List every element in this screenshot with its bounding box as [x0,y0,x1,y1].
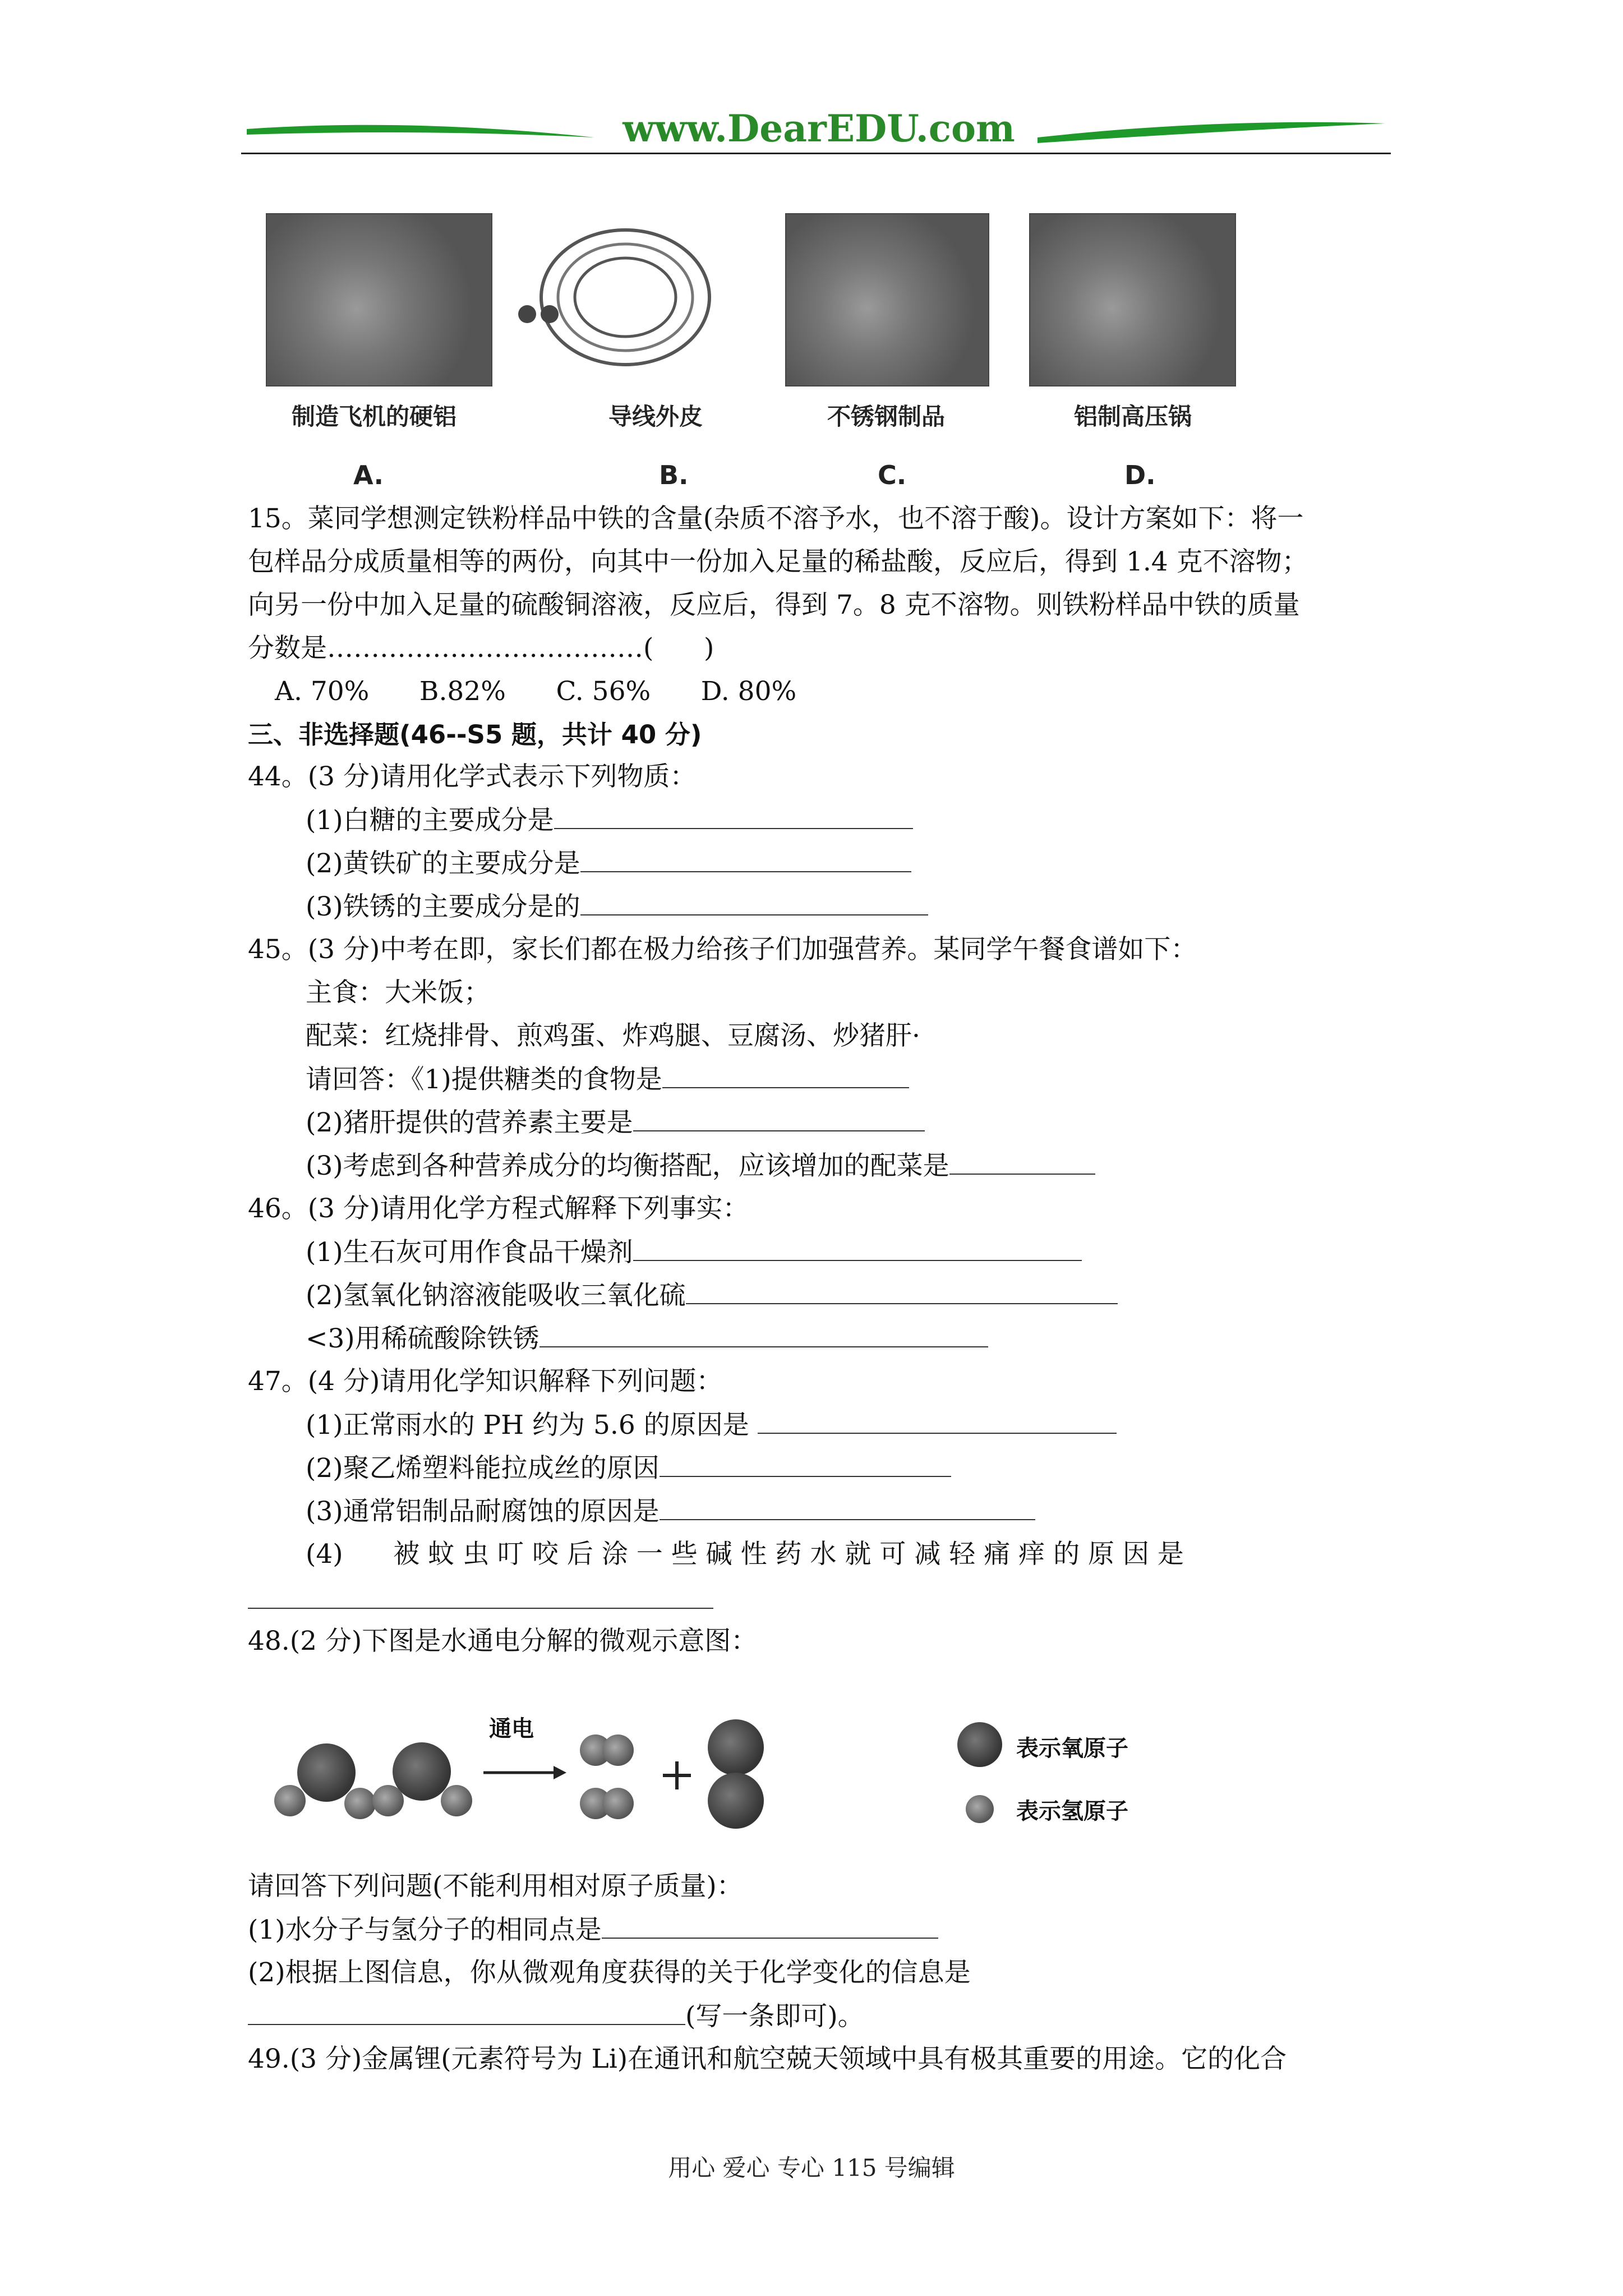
q45-item-3: (3)考虑到各种营养成分的均衡搭配，应该增加的配菜是 [306,1149,1095,1183]
q15-line-2: 包样品分成质量相等的两份，向其中一份加入足量的稀盐酸，反应后，得到 1.4 克不溶物； [248,546,1308,577]
answer-blank[interactable] [633,1106,925,1131]
legend-hydrogen-atom: 表示氢原子 [1016,1798,1128,1824]
banner-swoosh-left [241,112,600,151]
option-b: B. [659,460,689,490]
q45-dishes: 配菜：红烧排骨、煎鸡蛋、炸鸡腿、豆腐汤、炒猪肝· [306,1020,920,1051]
q46-item-3: <3)用稀硫酸除铁锈 [306,1322,988,1356]
q47-item-2: (2)聚乙烯塑料能拉成丝的原因 [306,1451,951,1485]
photo-stainless-steel [785,213,989,386]
option-a: A. [353,460,384,490]
q45-item-1: 请回答：《1)提供糖类的食物是 [306,1062,909,1097]
q15-line-3: 向另一份中加入足量的硫酸铜溶液，反应后，得到 7。8 克不溶物。则铁粉样品中铁的质量 [248,590,1300,620]
answer-blank[interactable] [248,1999,685,2025]
arrow-label-electrolysis: 通电 [489,1716,534,1742]
answer-blank[interactable] [660,1451,951,1477]
hydrogen-molecule-1 [580,1734,634,1766]
caption-b: 导线外皮 [608,403,703,430]
q15-line-1: 15。菜同学想测定铁粉样品中铁的含量(杂质不溶予水，也不溶于酸)。设计方案如下：将一 [248,503,1304,534]
option-d: D. [1124,460,1156,490]
q46-stem: 46。(3 分)请用化学方程式解释下列事实： [248,1193,749,1224]
q44-stem: 44。(3 分)请用化学式表示下列物质： [248,761,697,792]
answer-blank[interactable] [633,1235,1082,1261]
answer-blank[interactable] [580,846,911,872]
q47-stem: 47。(4 分)请用化学知识解释下列问题： [248,1366,723,1397]
q45-item-2: (2)猪肝提供的营养素主要是 [306,1106,925,1140]
oxygen-molecule [708,1719,764,1829]
answer-blank[interactable] [758,1408,1117,1434]
photo-hard-aluminum-plane [266,213,492,386]
banner-swoosh-right [1038,112,1391,151]
legend-oxygen-atom: 表示氧原子 [1016,1736,1128,1761]
water-electrolysis-diagram [248,1688,1145,1851]
caption-d: 铝制高压锅 [1074,403,1192,430]
q47-item-3: (3)通常铝制品耐腐蚀的原因是 [306,1494,1035,1529]
q46-item-2: (2)氢氧化钠溶液能吸收三氧化硫 [306,1278,1118,1313]
footer-text: 用心 爱心 专心 115 号编辑 [668,2154,955,2182]
water-molecule-2 [372,1742,472,1816]
photo-aluminum-pressure-cooker [1029,213,1236,386]
hydrogen-molecule-2 [580,1788,634,1819]
q45-stem: 45。(3 分)中考在即，家长们都在极力给孩子们加强营养。某同学午餐食谱如下： [248,934,1197,965]
caption-c: 不锈钢制品 [827,403,946,430]
option-c: C. [878,460,907,490]
header-rule [241,153,1391,154]
answer-blank[interactable] [949,1149,1095,1175]
answer-blank[interactable] [662,1062,909,1088]
photo-wire-coating [505,213,723,384]
answer-blank[interactable] [686,1278,1118,1304]
q48-item-2-answer: (写一条即可)。 [248,1999,864,2033]
q46-item-1: (1)生石灰可用作食品干燥剂 [306,1235,1082,1269]
answer-blank[interactable] [580,890,928,915]
q48-item-1: (1)水分子与氢分子的相同点是 [248,1913,938,1947]
q15-line-4: 分数是………………………………( ) [248,633,714,664]
caption-a: 制造飞机的硬铝 [292,403,457,430]
q15-choices: A. 70% B.82% C. 56% D. 80% [275,676,797,707]
answer-blank[interactable] [554,803,913,829]
q47-item-1: (1)正常雨水的 PH 约为 5.6 的原因是 [306,1408,1117,1442]
q44-item-1: (1)白糖的主要成分是 [306,803,913,838]
q49-stem: 49.(3 分)金属锂(元素符号为 Li)在通讯和航空兢天领域中具有极其重要的用途。它的化合 [248,2044,1287,2074]
q48-prompt: 请回答下列问题(不能利用相对原子质量)： [248,1871,743,1902]
q47-item-4: (4) 被 蚊 虫 叮 咬 后 涂 一 些 碱 性 药 水 就 可 减 轻 痛 痒 的 原 因 是 [306,1539,1184,1570]
header-banner [241,107,1391,163]
q44-item-3: (3)铁锈的主要成分是的 [306,890,928,924]
q48-item-2: (2)根据上图信息，你从微观角度获得的关于化学变化的信息是 [248,1957,971,1988]
answer-blank[interactable] [540,1322,988,1347]
answer-blank[interactable] [602,1913,938,1939]
q44-item-2: (2)黄铁矿的主要成分是 [306,846,911,881]
answer-blank[interactable] [660,1494,1035,1520]
site-logo-text: www.DearEDU.com [623,107,1015,150]
answer-blank[interactable] [248,1608,713,1609]
q48-stem: 48.(2 分)下图是水通电分解的微观示意图： [248,1626,758,1657]
water-molecule-1 [274,1743,376,1819]
q45-staple: 主食：大米饭； [306,977,490,1008]
section-3-title: 三、非选择题(46--S5 题，共计 40 分) [248,720,702,749]
